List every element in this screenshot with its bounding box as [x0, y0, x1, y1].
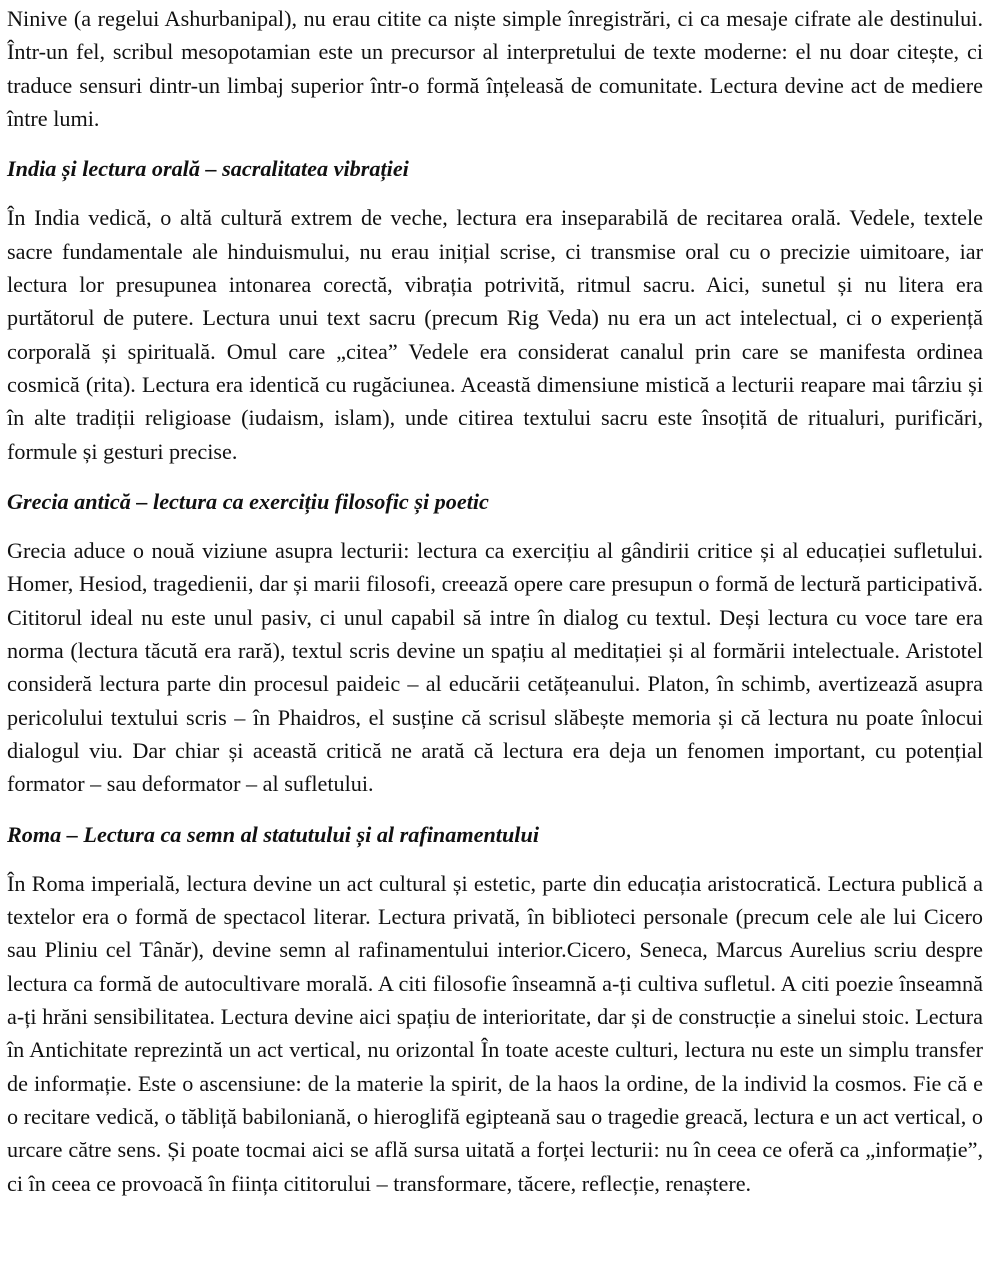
document-page [7, 0, 983, 1200]
heading-india: India și lectura orală – sacralitatea vibrației [7, 156, 409, 182]
heading-greece: Grecia antică – lectura ca exercițiu filosofic și poetic [7, 488, 489, 514]
heading-rome: Roma – Lectura ca semn al statutului și al rafinamentului [7, 821, 539, 847]
paragraph-rome: În Roma imperială, lectura devine un act cultural și estetic, parte din educația aristocratică. Lectura publică a textelor era o formă de spectacol literar. Lectura privată, în biblioteci personale (precum cele ale lui Cicero sau Pliniu cel Tânăr), devine semn al rafinamentului interior.Cicero, Seneca, Marcus Aurelius scriu despre lectura ca formă de autocultivare morală. A citi filosofie înseamnă a-ți cultiva sufletul. A citi poezie înseamnă a-ți hrăni sensibilitatea. Lectura devine aici spațiu de interioritate, dar și de construcție a sinelui stoic. Lectura în Antichitate reprezintă un act vertical, nu orizontal În toate aceste culturi, lectura nu este un simplu transfer de informație. Este o ascensiune: de la materie la spirit, de la haos la ordine, de la individ la cosmos. Fie că e o recitare vedică, o tăbliță babiloniană, o hieroglifă egipteană sau o tragedie greacă, lectura e un act vertical, o urcare către sens. Și poate tocmai aici se află sursa uitată a forței lecturii: nu în ceea ce oferă ca „informație”, ci în ceea ce provoacă în ființa cititorului – transformare, tăcere, reflecție, renaștere. [7, 870, 983, 1196]
paragraph-mesopotamia-continued: Ninive (a regelui Ashurbanipal), nu erau citite ca niște simple înregistrări, ci ca mesaje cifrate ale destinului. Într-un fel, scribul mesopotamian este un precursor al interpretului de texte moderne: el nu doar citește, ci traduce sensuri dintr-un limbaj superior într-o formă înțeleasă de comunitate. Lectura devine act de mediere între lumi. [7, 6, 983, 131]
paragraph-india: În India vedică, o altă cultură extrem de veche, lectura era inseparabilă de recitarea orală. Vedele, textele sacre fundamentale ale hinduismului, nu erau inițial scrise, ci transmise oral cu o precizie uimitoare, iar lectura lor presupunea intonarea corectă, vibrația potrivită, ritmul sacru. Aici, sunetul și nu litera era purtătorul de putere. Lectura unui text sacru (precum Rig Veda) nu era un act intelectual, ci o experiență corporală și spirituală. Omul care „citea” Vedele era considerat canalul prin care se manifesta ordinea cosmică (rita). Lectura era identică cu rugăciunea. Această dimensiune mistică a lecturii reapare mai târziu și în alte tradiții religioase (iudaism, islam), unde citirea textului sacru este însoțită de ritualuri, purificări, formule și gesturi precise. [7, 205, 983, 464]
paragraph-greece: Grecia aduce o nouă viziune asupra lecturii: lectura ca exercițiu al gândirii critice și al educației sufletului. Homer, Hesiod, tragedienii, dar și marii filosofi, creează opere care presupun o formă de lectură participativă. Cititorul ideal nu este unul pasiv, ci unul capabil să intre în dialog cu textul. Deși lectura cu voce tare era norma (lectura tăcută era rară), textul scris devine un spațiu al meditației și al formării intelectuale. Aristotel consideră lectura parte din procesul paideic – al educării cetățeanului. Platon, în schimb, avertizează asupra pericolului textului scris – în Phaidros, el susține că scrisul slăbește memoria și că lectura nu poate înlocui dialogul viu. Dar chiar și această critică ne arată că lectura era deja un fenomen important, cu potențial formator – sau deformator – al sufletului. [7, 538, 983, 797]
